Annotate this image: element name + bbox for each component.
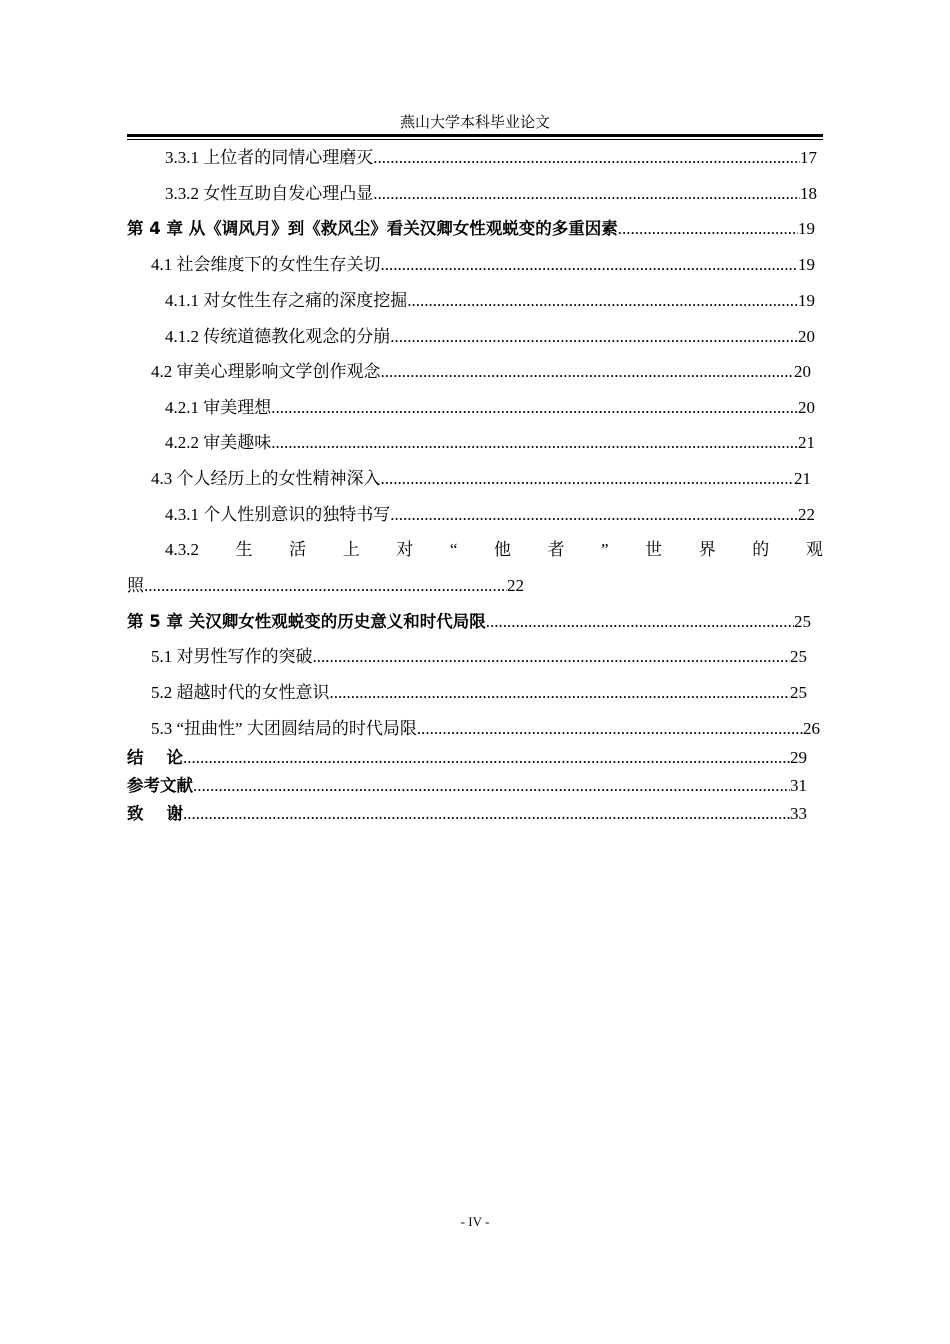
toc-entry-title: 照 [127,576,144,595]
toc-page-number: 20 [794,362,811,381]
toc-conclusion[interactable] [127,747,807,769]
toc-entry-title-part: 对 [396,540,414,559]
toc-entry-title: 4.1 社会维度下的女性生存关切 [151,255,381,274]
toc-chapter-5[interactable] [127,611,811,633]
toc-dot-leader [390,504,798,526]
toc-entry-title-part: 上 [342,540,360,559]
toc-entry-4-1-1[interactable] [165,290,815,312]
toc-acknowledgements[interactable] [127,803,807,825]
toc-entry-title: 5.3 “扭曲性” 大团圆结局的时代局限 [151,719,417,738]
toc-entry-4-3[interactable] [151,468,811,490]
page-number-footer: - IV - [460,1214,490,1229]
toc-dot-leader [271,397,798,419]
toc-entry-title: 3.3.1 上位者的同情心理磨灭 [165,148,374,167]
toc-page-number: 33 [790,804,807,823]
toc-page-number: 31 [790,776,807,795]
toc-dot-leader [417,718,803,740]
toc-dot-leader [381,361,795,383]
toc-chapter-4[interactable] [127,218,815,240]
toc-entry-title: 4.3.1 个人性别意识的独特书写 [165,505,391,524]
toc-dot-leader [313,646,791,668]
toc-entry-4-1[interactable] [151,254,815,276]
toc-dot-leader [144,575,507,597]
toc-page-number: 21 [794,469,811,488]
toc-entry-title: 参考文献 [127,776,193,795]
toc-entry-title: 结 论 [127,748,183,767]
toc-dot-leader [183,803,790,825]
toc-page-number: 19 [798,219,815,238]
toc-references[interactable] [127,775,807,797]
toc-page-number: 20 [798,398,815,417]
toc-entry-title-part: 界 [698,540,716,559]
toc-entry-5-1[interactable] [151,646,807,668]
toc-entry-title: 5.1 对男性写作的突破 [151,647,313,666]
toc-entry-title: 第 5 章 关汉卿女性观蜕变的历史意义和时代局限 [127,612,486,631]
toc-entry-4-3-1[interactable] [165,504,815,526]
toc-entry-4-3-2[interactable] [165,539,823,561]
toc-entry-title: 致 谢 [127,804,183,823]
toc-page-number: 18 [800,184,817,203]
toc-dot-leader [183,747,790,769]
toc-entry-title: 第 4 章 从《调风月》到《救风尘》看关汉卿女性观蜕变的多重因素 [127,219,618,238]
toc-dot-leader [381,468,795,490]
header-rule-thin [127,139,823,140]
toc-entry-title: 4.1.2 传统道德教化观念的分崩 [165,327,391,346]
toc-entry-4-2[interactable] [151,361,811,383]
toc-entry-5-3[interactable] [151,718,820,740]
toc-page-number: 22 [798,505,815,524]
toc-entry-title-part: 的 [752,540,770,559]
toc-entry-title-part: 他 [493,540,511,559]
toc-page-number: 20 [798,327,815,346]
toc-dot-leader [486,611,794,633]
toc-page-number: 17 [800,148,817,167]
toc-dot-leader [193,775,790,797]
toc-page-number: 29 [790,748,807,767]
toc-entry-title-part: 活 [289,540,307,559]
toc-entry-title-part: 4.3.2 [165,540,199,559]
toc-entry-title: 3.3.2 女性互助自发心理凸显 [165,184,374,203]
toc-page-number: 19 [798,255,815,274]
toc-dot-leader [271,432,798,454]
toc-page-number: 25 [794,612,811,631]
toc-entry-title-part: 世 [645,540,663,559]
toc-page-number: 25 [790,683,807,702]
toc-entry-title: 4.2.1 审美理想 [165,398,272,417]
toc-dot-leader [373,147,800,169]
toc-dot-leader [407,290,798,312]
toc-entry-5-2[interactable] [151,682,807,704]
toc-entry-3-3-2[interactable] [165,183,817,205]
toc-page-number: 22 [507,576,524,595]
toc-entry-title-part: 者 [547,540,565,559]
toc-entry-4-2-1[interactable] [165,397,815,419]
toc-dot-leader [618,218,798,240]
toc-page-number: 19 [798,291,815,310]
toc-entry-4-3-2-continuation[interactable] [127,575,524,597]
toc-dot-leader [330,682,791,704]
toc-entry-title: 4.1.1 对女性生存之痛的深度挖掘 [165,291,408,310]
toc-page-number: 26 [803,719,820,738]
toc-entry-title: 4.2.2 审美趣味 [165,433,272,452]
toc-entry-title-part: 生 [235,540,253,559]
toc-dot-leader [373,183,800,205]
toc-page-number: 21 [798,433,815,452]
toc-entry-title: 5.2 超越时代的女性意识 [151,683,330,702]
toc-entry-4-2-2[interactable] [165,432,815,454]
toc-entry-title-part: 观 [805,540,823,559]
toc-entry-title-part: “ [449,540,458,559]
toc-dot-leader [390,326,798,348]
toc-entry-title: 4.3 个人经历上的女性精神深入 [151,469,381,488]
toc-page-number: 25 [790,647,807,666]
toc-dot-leader [381,254,799,276]
toc-entry-title-part: ” [601,540,609,559]
header-rule-thick [127,134,823,137]
toc-entry-3-3-1[interactable] [165,147,817,169]
page-header: 燕山大学本科毕业论文 [399,115,550,131]
toc-entry-title: 4.2 审美心理影响文学创作观念 [151,362,381,381]
toc-entry-4-1-2[interactable] [165,326,815,348]
